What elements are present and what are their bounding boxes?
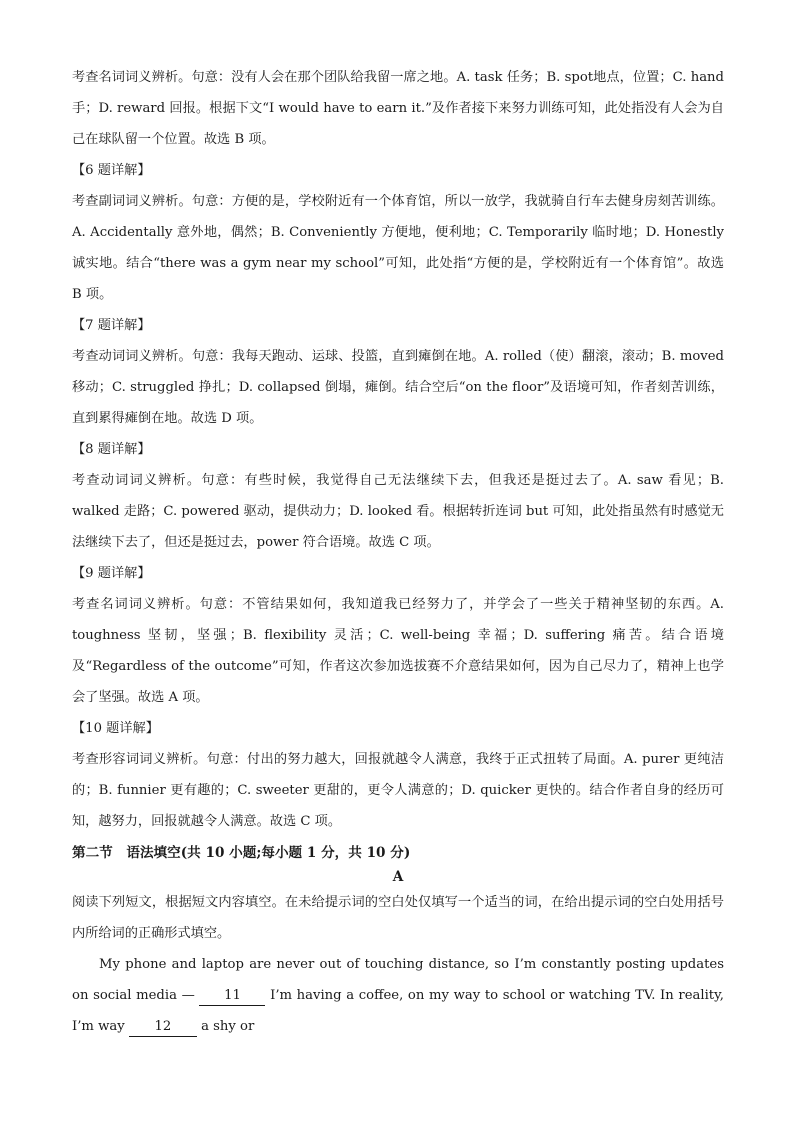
passage-segment: a shy or [196, 1019, 255, 1034]
q9-explanation: 考查名词词义辨析。句意：不管结果如何，我知道我已经努力了，并学会了一些关于精神坚韧的东西。A. toughness 坚韧，坚强；B. flexibility 灵活；C. well-being 幸福；D. suffering 痛苦。结合语境及“Regardless of the outcome”可知，作者这次参加选拔赛不介意结果如何，因为自己尽力了，精神上也学会了坚强。故选 A 项。 [72, 597, 724, 705]
passage-label: A [392, 869, 404, 885]
section-title: 第二节 语法填空(共 10 小题;每小题 1 分，共 10 分) [72, 845, 411, 861]
q8-heading: 【8 题详解】 [72, 442, 151, 457]
q7-explanation: 考查动词词义辨析。句意：我每天跑动、运球、投篮，直到瘫倒在地。A. rolled（使）翻滚，滚动；B. moved 移动；C. struggled 挣扎；D. collapsed 倒塌，瘫倒。结合空后“on the floor”及语境可知，作者刻苦训练，直到累得瘫倒在地。故选 D 项。 [72, 349, 724, 426]
document-page [72, 62, 724, 1042]
q9-heading: 【9 题详解】 [72, 566, 151, 581]
q10-explanation: 考查形容词词义辨析。句意：付出的努力越大，回报就越令人满意，我终于正式扭转了局面。A. purer 更纯洁的；B. funnier 更有趣的；C. sweeter 更甜的，更令人满意的；D. quicker 更快的。结合作者自身的经历可知，越努力，回报就越令人满意。故选 C 项。 [72, 752, 724, 829]
q5-explanation: 考查名词词义辨析。句意：没有人会在那个团队给我留一席之地。A. task 任务；B. spot地点，位置；C. hand 手；D. reward 回报。根据下文“I would have to earn it.”及作者接下来努力训练可知，此处指没有人会为自己在球队留一个位置。故选 B 项。 [72, 70, 724, 147]
q8-explanation: 考查动词词义辨析。句意：有些时候，我觉得自己无法继续下去，但我还是挺过去了。A. saw 看见；B. walked 走路；C. powered 驱动，提供动力；D. looked 看。根据转折连词 but 可知，此处指虽然有时感觉无法继续下去了，但还是挺过去，power 符合语境。故选 C 项。 [72, 473, 724, 550]
blank-12: 12 [129, 1018, 197, 1037]
q6-heading: 【6 题详解】 [72, 163, 151, 178]
passage-text [72, 949, 724, 1042]
passage-segment: I’m having a coffee, on my way to school or watching TV. In reality, I’m way [72, 988, 724, 1034]
q10-heading: 【10 题详解】 [72, 721, 159, 736]
passage-segment: My phone and laptop are never out of touching distance, so I’m constantly posting updates on social media — [72, 957, 724, 1003]
q6-explanation: 考查副词词义辨析。句意：方便的是，学校附近有一个体育馆，所以一放学，我就骑自行车去健身房刻苦训练。A. Accidentally 意外地，偶然；B. Conveniently 方便地，便利地；C. Temporarily 临时地；D. Honestly 诚实地。结合“there was a gym near my school”可知，此处指“方便的是，学校附近有一个体育馆”。故选 B 项。 [72, 194, 724, 302]
blank-11: 11 [199, 987, 265, 1006]
q7-heading: 【7 题详解】 [72, 318, 151, 333]
section-instructions: 阅读下列短文，根据短文内容填空。在未给提示词的空白处仅填写一个适当的词，在给出提示词的空白处用括号内所给词的正确形式填空。 [72, 895, 724, 941]
